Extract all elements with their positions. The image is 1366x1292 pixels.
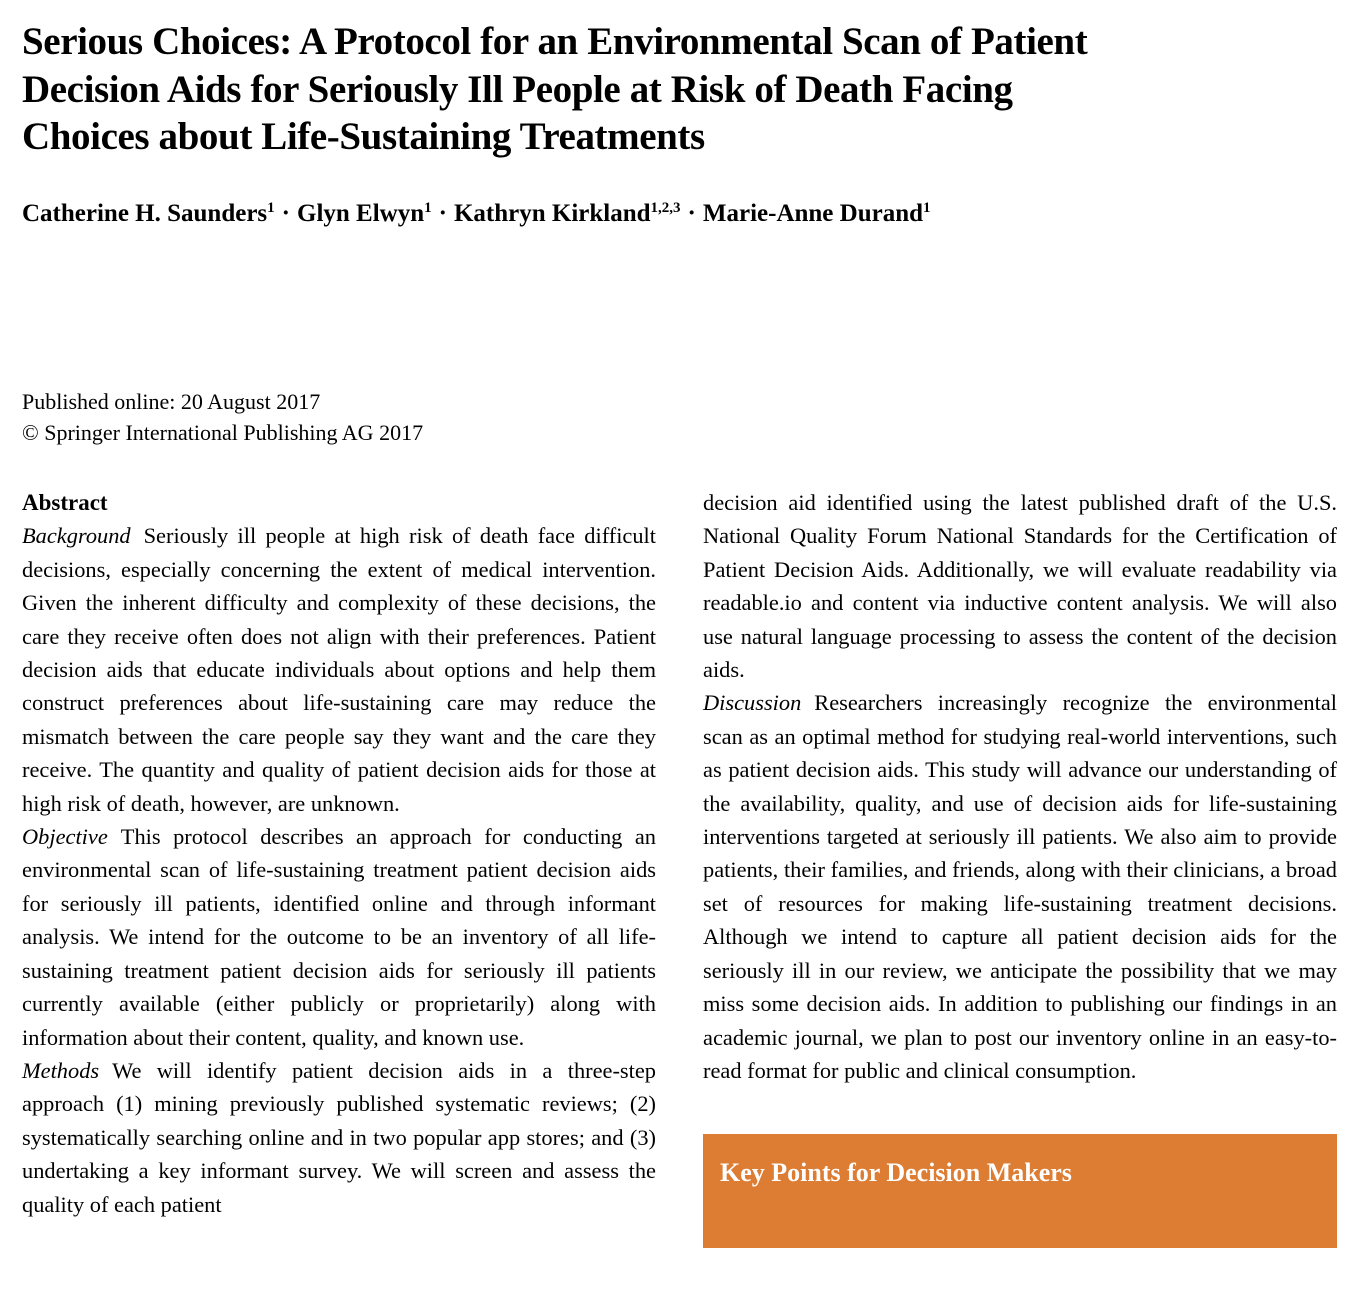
objective-text: This protocol describes an approach for conducting an environmental scan of life-sustaining treatment patient decision aids for seriously ill patients, identified online and through informant analysis. We intend for the outcome to be an inventory of all life-sustaining treatment patient decision aids for seriously ill patients currently available (either publicly or proprietarily) along with information about their content, quality, and known use.: [22, 824, 656, 1050]
author-name: Marie-Anne Durand$^1$: [702, 200, 931, 227]
key-points-heading: Key Points for Decision Makers: [720, 1158, 1072, 1188]
abstract-right-column: [703, 486, 1337, 1248]
author-affiliation-superscript: 1,2,3: [650, 200, 681, 216]
abstract-objective-paragraph: [22, 820, 656, 1054]
author-separator: ·: [281, 200, 290, 227]
abstract-discussion-paragraph: [703, 686, 1337, 1087]
background-text: Seriously ill people at high risk of death face difficult decisions, especially concerning the extent of medical intervention. Given the inherent difficulty and complexity of these decisions, the care they receive often does not align with their preferences. Patient decision aids that educate individuals about options and help them construct preferences about life-sustaining care may reduce the mismatch between the care people say they want and the care they receive. The quantity and quality of patient decision aids for those at high risk of death, however, are unknown.: [22, 523, 656, 816]
background-label: Background: [22, 523, 131, 549]
author-affiliation-superscript: 1: [923, 200, 931, 216]
article-title-line-1: Serious Choices: A Protocol for an Environmental Scan of Patient: [22, 20, 1088, 63]
methods-text-left: We will identify patient decision aids in a three-step approach (1) mining previously published systematic reviews; (2) systematically searching online and in two popular app stores; and (3) undertaking a key informant survey. We will screen and assess the quality of each patient: [22, 1057, 656, 1217]
article-title: [22, 18, 1087, 161]
author-separator: ·: [438, 200, 447, 227]
discussion-label: Discussion: [703, 690, 802, 716]
author-name: Glyn Elwyn$^1$: [297, 200, 432, 227]
copyright-line: © Springer International Publishing AG 2017: [22, 420, 424, 445]
abstract-background-paragraph: [22, 519, 656, 820]
author-name: Catherine H. Saunders$^1$: [22, 200, 275, 227]
key-points-box: [703, 1134, 1337, 1248]
publication-info: [22, 386, 423, 448]
published-online-date: Published online: 20 August 2017: [22, 389, 321, 414]
abstract-methods-continuation: [703, 486, 1337, 686]
methods-label: Methods: [22, 1057, 100, 1083]
discussion-text: Researchers increasingly recognize the environmental scan as an optimal method for studying real-world interventions, such as patient decision aids. This study will advance our understanding of the availability, quality, and use of decision aids for life-sustaining interventions targeted at seriously ill patients. We also aim to provide patients, their families, and friends, along with their clinicians, a broad set of resources for making life-sustaining treatment decisions. Although we intend to capture all patient decision aids for the seriously ill in our review, we anticipate the possibility that we may miss some decision aids. In addition to publishing our findings in an academic journal, we plan to post our inventory online in an easy-to-read format for public and clinical consumption.: [703, 690, 1337, 1083]
article-title-line-2: Decision Aids for Seriously Ill People at Risk of Death Facing: [22, 67, 1013, 111]
abstract-left-column: [22, 486, 656, 1221]
author-name: Kathryn Kirkland$^{1,2,3}$: [453, 200, 681, 227]
author-separator: ·: [687, 200, 696, 227]
objective-label: Objective: [22, 824, 108, 850]
abstract-heading: Abstract: [22, 490, 108, 515]
author-line: [22, 200, 931, 228]
article-title-line-3: Choices about Life-Sustaining Treatments: [22, 115, 705, 158]
abstract-methods-paragraph: [22, 1054, 656, 1221]
methods-text-right: decision aid identified using the latest published draft of the U.S. National Quality Forum National Standards for the Certification of Patient Decision Aids. Additionally, we will evaluate readability via readable.io and content via inductive content analysis. We will also use natural language processing to assess the content of the decision aids.: [703, 490, 1337, 683]
author-affiliation-superscript: 1: [424, 200, 432, 216]
author-affiliation-superscript: 1: [267, 200, 275, 216]
